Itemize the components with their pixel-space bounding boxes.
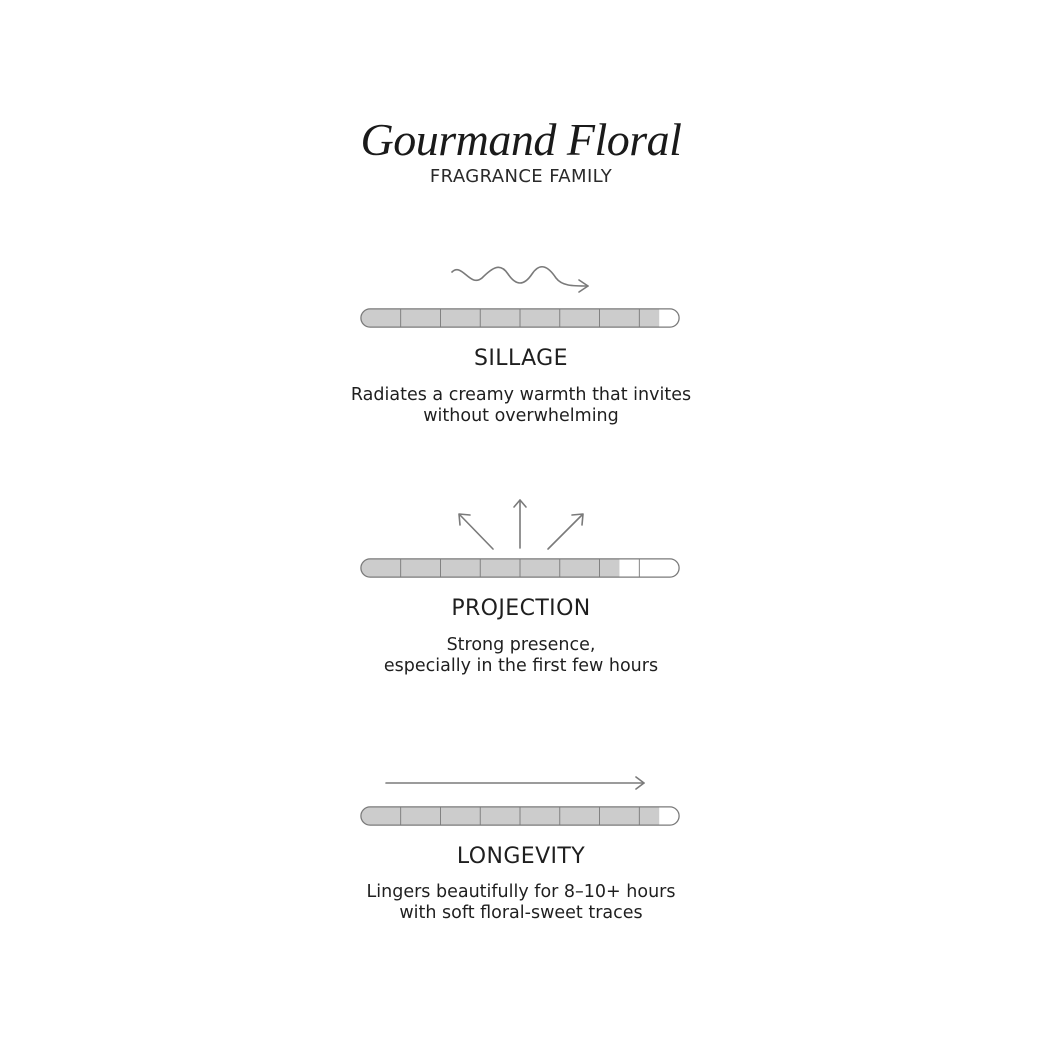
meter-fill [361, 309, 659, 327]
projection-label: PROJECTION [451, 596, 591, 621]
sillage-label: SILLAGE [474, 346, 568, 371]
projection-meter [344, 558, 696, 578]
projection-description-line: especially in the first few hours [383, 656, 659, 676]
longevity-description [0, 882, 1042, 924]
projection-description-line: Strong presence, [446, 635, 596, 655]
projection-description [0, 635, 1042, 677]
long-arrow-icon [0, 770, 1042, 800]
meter-fill [361, 559, 620, 577]
page-title: Gourmand Floral [360, 114, 682, 165]
longevity-section [0, 770, 1042, 940]
sillage-description [0, 385, 1042, 427]
page-subtitle: FRAGRANCE FAMILY [429, 166, 613, 187]
longevity-description-line: Lingers beautifully for 8–10+ hours [366, 882, 676, 902]
meter-fill [361, 807, 659, 825]
longevity-description-line: with soft floral-sweet traces [399, 903, 643, 923]
sillage-description-line: Radiates a creamy warmth that invites [350, 385, 692, 405]
sillage-section [0, 260, 1042, 440]
longevity-meter [344, 806, 696, 826]
longevity-label: LONGEVITY [456, 844, 586, 869]
projection-section [0, 492, 1042, 682]
radiating-arrows-icon [0, 492, 1042, 556]
sillage-meter [344, 308, 696, 328]
sillage-description-line: without overwhelming [423, 406, 619, 426]
wave-arrow-icon [0, 260, 1042, 300]
